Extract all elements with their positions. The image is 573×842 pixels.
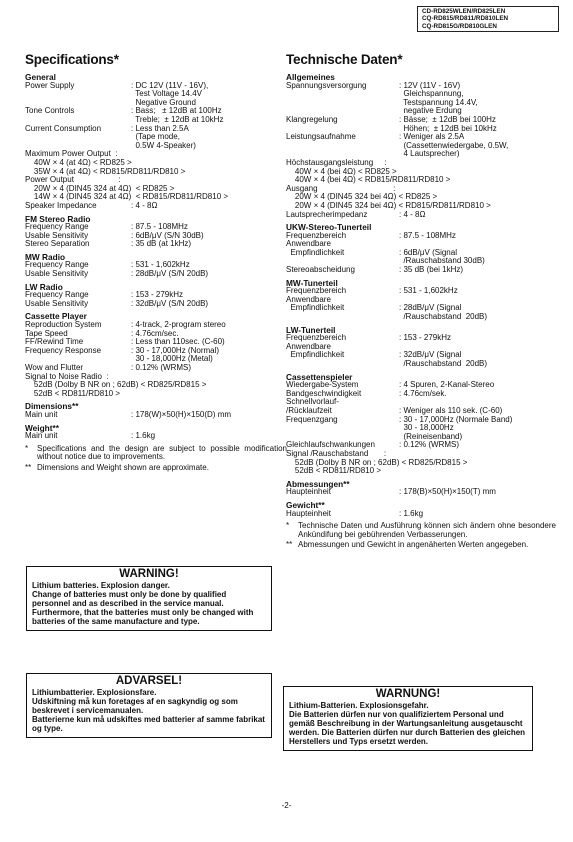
spec-label: Power Supply: [25, 80, 75, 90]
spec-value: : Weniger als 2.5A (Cassettenwiedergabe, 0.5W, 4 Lautsprecher): [399, 132, 509, 159]
spec-row: [286, 266, 556, 275]
warning-box-danish: [26, 673, 272, 738]
spec-line: 35W × 4 (at 4Ω) < RD815/RD811/RD810 >: [25, 166, 186, 176]
spec-label: Current Consumption: [25, 123, 102, 133]
spec-row: [25, 107, 287, 124]
warning-title: WARNING!: [119, 568, 179, 580]
footnote-text: Specifications and the design are subject to possible modification without notice due to improvements.: [37, 443, 287, 462]
footnote-text: Abmessungen und Gewicht in angenäherten Werten angegeben.: [298, 540, 529, 550]
footnote-mark: *: [286, 521, 290, 531]
spec-section-heading: Cassettenspieler: [286, 371, 353, 382]
spec-value: : Bass; ± 12dB at 100Hz Treble; ± 12dB at 10kHz: [131, 106, 224, 124]
spec-section-general: [286, 73, 556, 219]
spec-value: : 4 - 8Ω: [131, 200, 158, 210]
spec-row: [286, 240, 556, 266]
spec-label: Frequency Range: [25, 222, 89, 232]
spec-label: Wow and Flutter: [25, 363, 84, 372]
spec-label: Stereo Separation: [25, 239, 90, 249]
spec-label: Frequency Range: [25, 290, 89, 300]
spec-row: [25, 240, 287, 249]
spec-value: : Bässe; ± 12dB bei 100Hz Höhen; ± 12dB bei 10kHz: [399, 114, 497, 133]
footnote-mark: **: [25, 462, 32, 472]
spec-value: : 0.12% (WRMS): [399, 440, 460, 450]
spec-value: : 35 dB (bei 1kHz): [399, 265, 464, 275]
spec-row: [286, 488, 556, 497]
spec-value: : 0.12% (WRMS): [131, 363, 192, 372]
model-line: CQ-RD815G/RD810GLEN: [422, 22, 497, 30]
spec-label: Bandgeschwindigkeit: [286, 388, 362, 398]
spec-value: : 12V (11V - 16V) Gleichspannung, Testspannung 14.4V, negative Erdung: [399, 80, 478, 116]
spec-value: : DC 12V (11V - 16V), Test Voltage 14.4V Negative Ground: [131, 80, 209, 107]
spec-value: : 28dB/μV (Signal /Rauschabstand 20dB): [399, 303, 488, 322]
model-line: CD-RD825WLEN/RD825LEN: [422, 8, 506, 15]
section-title: Technische Daten*: [286, 52, 403, 67]
spec-value: : 1.6kg: [399, 508, 424, 518]
spec-section-heading: MW Radio: [25, 251, 66, 262]
english-specifications: [25, 52, 287, 473]
spec-label: Klangregelung: [286, 114, 338, 124]
spec-section-dimensions: [25, 402, 287, 419]
spec-line: 20W × 4 (DIN45 324 at 4Ω) < RD825 >: [25, 183, 175, 193]
spec-value: : 32dB/μV (Signal /Rauschabstand 20dB): [399, 350, 488, 368]
spec-value: : 87.5 - 108MHz: [399, 230, 456, 240]
spec-section-heading: Abmessungen**: [286, 478, 350, 489]
footnote: [286, 541, 556, 550]
spec-line: 52dB < RD811/RD810 >: [25, 388, 121, 398]
spec-value: : 87.5 - 108MHz: [131, 222, 188, 232]
spec-label: Anwendbare Empfindlichkeit: [286, 341, 345, 360]
spec-section-lw: [286, 326, 556, 369]
spec-row: [25, 300, 287, 309]
model-number-box: [417, 6, 559, 32]
spec-value: : Less than 2.5A (Tape mode, 0.5W 4-Speaker): [131, 123, 196, 150]
spec-label: FF/Rewind Time: [25, 337, 84, 347]
spec-value: : 30 - 17,000Hz (Normale Band) 30 - 18,000Hz (Reineisenband): [399, 414, 513, 441]
spec-label: Wiedergabe-System: [286, 380, 359, 390]
spec-line: 40W × 4 (at 4Ω) < RD825 >: [25, 157, 132, 167]
spec-row: [286, 416, 556, 442]
spec-line: Maximum Power Output :: [25, 149, 118, 159]
spec-label: Usable Sensitivity: [25, 269, 89, 279]
spec-label: Frequenzbereich: [286, 286, 347, 296]
spec-value: : 178(B)×50(H)×150(T) mm: [399, 487, 496, 497]
spec-line: 52dB < RD811/RD810 >: [286, 466, 382, 476]
spec-row: [25, 432, 287, 441]
spec-label: Anwendbare Empfindlichkeit: [286, 294, 345, 313]
spec-section-general: [25, 73, 287, 211]
spec-label: Lautsprecherimpedanz: [286, 209, 368, 219]
spec-value: : 4 Spuren, 2-Kanal-Stereo: [399, 380, 495, 390]
spec-section-fm: [25, 215, 287, 249]
spec-section-heading: UKW-Stereo-Tunerteil: [286, 222, 372, 233]
spec-label: Tape Speed: [25, 328, 68, 338]
footnote-text: Technische Daten und Ausführung können sich ändern ohne besondere Ankündifung bei gebührenden Verbasserungen.: [298, 521, 556, 539]
spec-label: Haupteinheit: [286, 508, 331, 518]
spec-value: : 35 dB (at 1kHz): [131, 239, 192, 249]
spec-line: 14W × 4 (DIN45 324 at 4Ω) < RD815/RD811/RD810 >: [25, 192, 229, 202]
spec-label: Tone Controls: [25, 106, 75, 116]
spec-section-heading: FM Stereo Radio: [25, 213, 91, 224]
spec-section-heading: Dimensions**: [25, 401, 79, 412]
spec-section-heading: LW-Tunerteil: [286, 324, 336, 335]
spec-section-heading: General: [25, 72, 56, 82]
spec-value: : 153 - 279kHz: [131, 290, 184, 300]
spec-row: [286, 116, 556, 133]
spec-line: Power Output :: [25, 175, 121, 185]
footnote-text: Dimensions and Weight shown are approximate.: [37, 462, 209, 472]
spec-row: [286, 296, 556, 322]
spec-value: : 4.76cm/sec.: [131, 328, 179, 338]
spec-label: Anwendbare Empfindlichkeit: [286, 239, 345, 257]
spec-section-dimensions: [286, 480, 556, 497]
section-title: Specifications*: [25, 52, 119, 67]
spec-label: Stereoabscheidung: [286, 265, 355, 275]
spec-row: [25, 411, 287, 420]
spec-label: Main unit: [25, 431, 58, 441]
spec-row: [286, 211, 556, 220]
spec-label: Reproduction System: [25, 320, 102, 330]
spec-value: : 32dB/μV (S/N 20dB): [131, 298, 209, 308]
spec-line: Höchstausgangsleistung :: [286, 157, 387, 167]
spec-label: Haupteinheit: [286, 487, 331, 497]
german-specifications: [286, 52, 556, 550]
spec-label: Main unit: [25, 409, 58, 419]
spec-label: Frequenzbereich: [286, 333, 347, 343]
spec-line: 20W × 4 (DIN45 324 bei 4Ω) < RD815/RD811/RD810 >: [286, 200, 491, 210]
model-line: CQ-RD815/RD811/RD810LEN: [422, 15, 509, 23]
spec-section-fm: [286, 223, 556, 275]
spec-line: 52dB (Dolby B NR on ; 62dB) < RD825/RD815 >: [25, 380, 207, 390]
spec-value: : Less than 110sec. (C-60): [131, 337, 225, 347]
warning-title: ADVARSEL!: [115, 675, 183, 687]
spec-value: : 531 - 1,602kHz: [399, 286, 458, 296]
spec-value: : 153 - 279kHz: [399, 333, 452, 343]
spec-row: [25, 125, 287, 151]
spec-section-heading: MW-Tunerteil: [286, 277, 338, 288]
spec-value: : 6dB/μV (Signal /Rauschabstand 30dB): [399, 247, 485, 266]
spec-section-heading: Weight**: [25, 422, 59, 433]
spec-label: Gleichlaufschwankungen: [286, 440, 375, 450]
spec-section-mw: [286, 279, 556, 322]
spec-label: Frequency Range: [25, 260, 89, 270]
spec-section-cassette: [286, 373, 556, 476]
spec-section-mw: [25, 253, 287, 279]
footnote-mark: **: [286, 540, 293, 550]
spec-label: Speaker Impedance: [25, 200, 97, 210]
spec-line: 20W × 4 (DIN45 324 bei 4Ω) < RD825 >: [286, 192, 438, 202]
spec-value: : 6dB/μV (S/N 30dB): [131, 230, 204, 240]
spec-line: 40W × 4 (bei 4Ω) < RD825 >: [286, 166, 397, 176]
spec-label: Frequenzbereich: [286, 230, 347, 240]
spec-section-heading: LW Radio: [25, 281, 63, 292]
spec-value: : 30 - 17,000Hz (Normal) 30 - 18,000Hz (Metal): [131, 345, 220, 364]
spec-row: [286, 510, 556, 519]
spec-section-cassette: [25, 312, 287, 398]
spec-value: : 531 - 1,602kHz: [131, 260, 190, 270]
spec-label: Usable Sensitivity: [25, 230, 89, 240]
spec-line: Signal /Rauschabstand :: [286, 448, 387, 458]
spec-row: [286, 82, 556, 116]
spec-value: : 28dB/μV (S/N 20dB): [131, 269, 209, 279]
spec-label: Leistungsaufnahme: [286, 132, 356, 142]
spec-value: : 4-track, 2-program stereo: [131, 320, 226, 330]
spec-line: 40W × 4 (bei 4Ω) < RD815/RD811/RD810 >: [286, 175, 451, 185]
footnote: [25, 445, 287, 462]
footnote: [25, 464, 287, 473]
spec-value: : 4 - 8Ω: [399, 209, 426, 219]
spec-value: : 178(W)×50(H)×150(D) mm: [131, 409, 232, 419]
footnote-mark: *: [25, 443, 29, 453]
spec-value: : Weniger als 110 sek. (C-60): [399, 405, 503, 415]
spec-row: [25, 202, 287, 211]
warning-text: Lithium-Batterien. Explosionsgefahr. Die Batterien dürfen nur von qualifiziertem Personal und gemäß Beschreibung in der Wartungsanleitung ausgetauscht werden. Die Batterien dürfen nur durch Batterien des gleichen Herstellers und Typs ersetzt werden.: [289, 701, 526, 746]
spec-label: Usable Sensitivity: [25, 298, 89, 308]
spec-label: Spannungsversorgung: [286, 80, 367, 90]
spec-label: Frequency Response: [25, 345, 102, 355]
warning-box-german: [283, 686, 533, 751]
warning-text: Lithium batteries. Explosion danger. Change of batteries must only be done by qualified personnel and as described in the service manual. Furthermore, that the batteries must only be changed with batteries of the same manufacture and type.: [32, 581, 254, 626]
spec-section-heading: Allgemeines: [286, 72, 335, 82]
spec-row: [286, 398, 556, 415]
spec-row: [286, 343, 556, 369]
spec-value: : 1.6kg: [131, 431, 156, 441]
spec-label: Schnellvorlauf- /Rücklaufzeit: [286, 397, 339, 415]
spec-row: [25, 270, 287, 279]
spec-row: [25, 82, 287, 108]
spec-section-heading: Cassette Player: [25, 311, 87, 322]
spec-section-heading: Gewicht**: [286, 499, 325, 510]
spec-value: : 4.76cm/sek.: [399, 388, 447, 398]
spec-line: Signal to Noise Radio :: [25, 371, 109, 381]
warning-title: WARNUNG!: [375, 688, 441, 700]
spec-section-weight: [286, 501, 556, 518]
spec-row: [286, 133, 556, 159]
spec-line: Ausgang :: [286, 183, 396, 193]
warning-text: Lithiumbatterier. Explosionsfare. Udskiftning må kun foretages af en sagkyndig og som beskrevet i servicemanualen. Batterierne kun må udskiftes med batterier af samme fabrikat og type.: [32, 688, 265, 733]
page-number: -2-: [281, 801, 292, 810]
spec-section-weight: [25, 424, 287, 441]
spec-line: 52dB (Dolby B NR on ; 62dB) < RD825/RD815 >: [286, 457, 468, 467]
spec-section-lw: [25, 283, 287, 309]
footnote: [286, 522, 556, 539]
spec-label: Frequenzgang: [286, 414, 338, 424]
spec-row: [25, 347, 287, 364]
warning-box-english: [26, 566, 272, 631]
